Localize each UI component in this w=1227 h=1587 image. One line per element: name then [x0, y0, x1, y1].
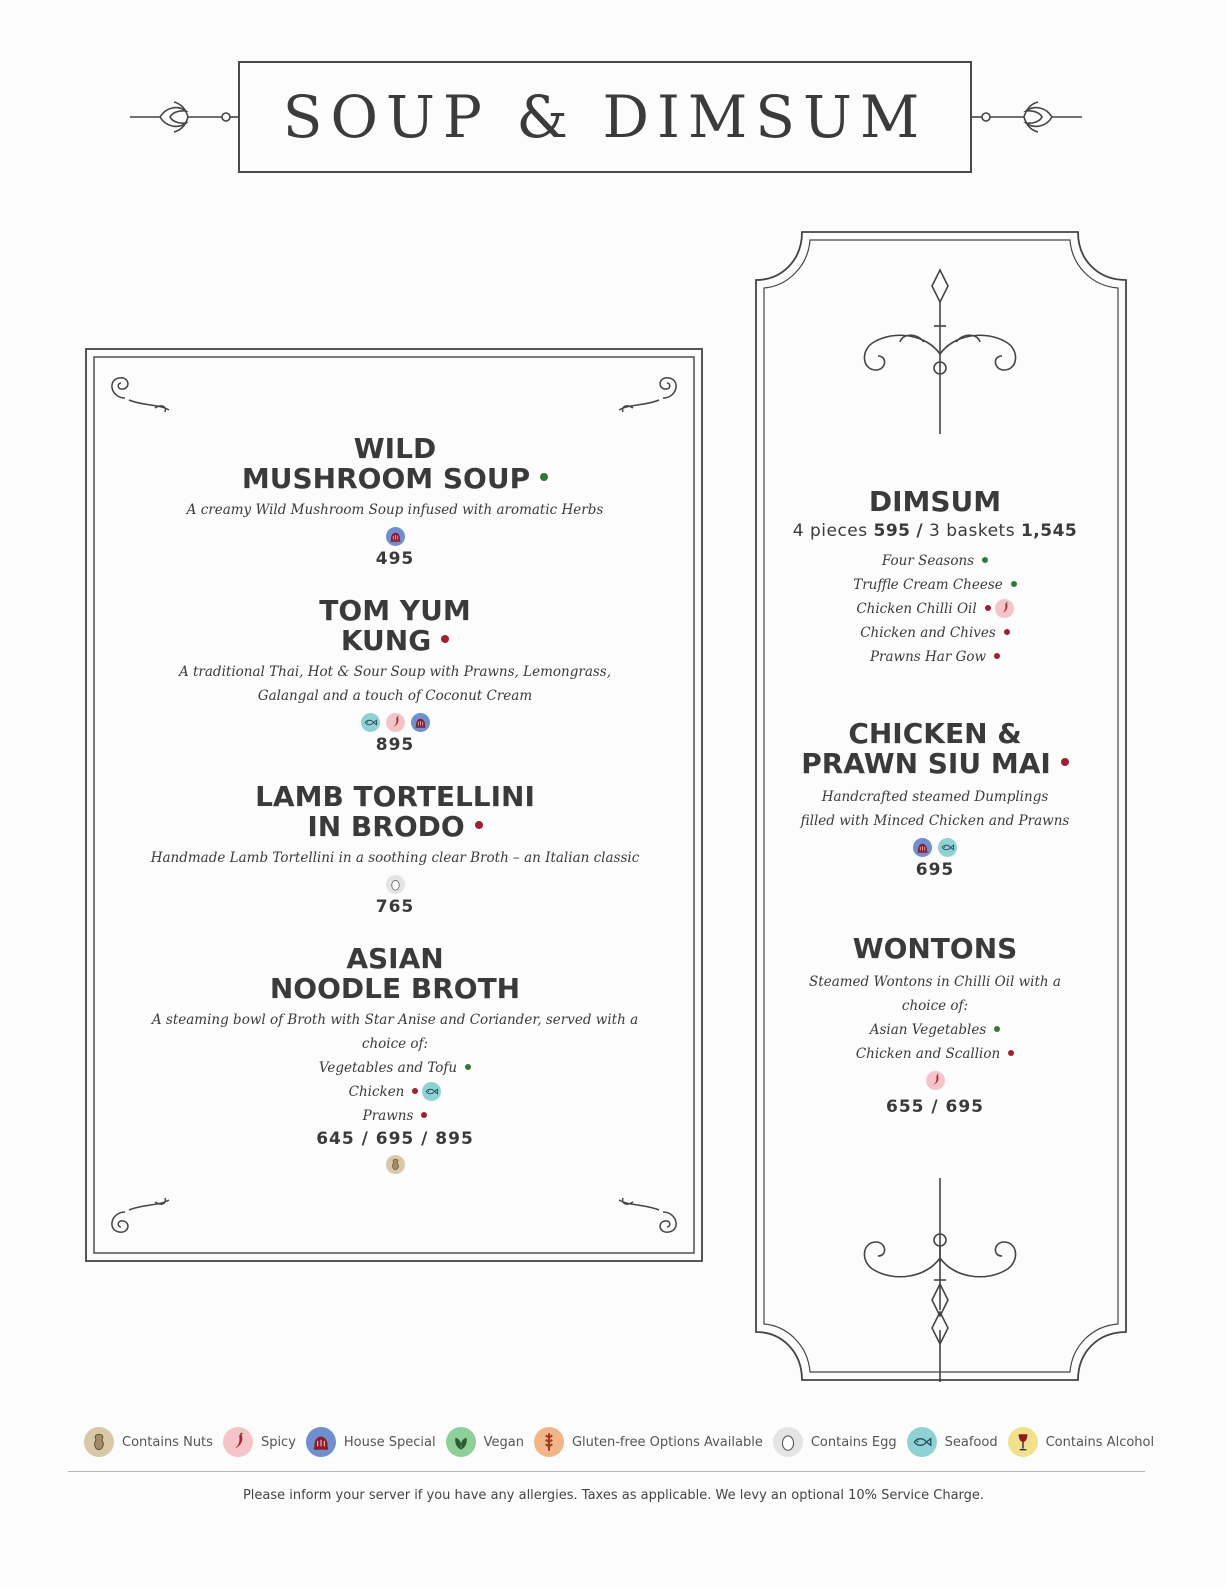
- nonveg-dot: [1008, 1050, 1014, 1056]
- egg-icon: [773, 1427, 803, 1457]
- dish-price: 495: [375, 549, 415, 569]
- seafood-icon: [938, 838, 957, 857]
- nonveg-dot: [1061, 758, 1069, 766]
- footer-divider: [68, 1471, 1145, 1472]
- nuts-icon: [84, 1427, 114, 1457]
- egg-icon: [386, 875, 405, 894]
- seafood-icon: [907, 1427, 937, 1457]
- gluten-free-icon: [534, 1427, 564, 1457]
- nonveg-dot: [441, 635, 449, 643]
- option-item: Chicken and Scallion: [768, 1042, 1102, 1066]
- legend-item-gluten-free: Gluten-free Options Available: [534, 1427, 763, 1457]
- option-item: Asian Vegetables: [768, 1018, 1102, 1042]
- footer-note: Please inform your server if you have any allergies. Taxes as applicable. We levy an optional 10% Service Charge.: [242, 1488, 985, 1503]
- option-item: Prawns: [95, 1104, 695, 1128]
- option-item: Truffle Cream Cheese: [768, 573, 1102, 597]
- option-item: Four Seasons: [768, 549, 1102, 573]
- legend-item-nuts: Contains Nuts: [84, 1427, 213, 1457]
- menu-item-dimsum: [768, 487, 1102, 669]
- dish-price: 695: [915, 860, 955, 880]
- dietary-legend: [84, 1424, 1155, 1460]
- dish-name: DIMSUM: [868, 485, 1002, 518]
- seafood-icon: [361, 713, 380, 732]
- option-item: Chicken: [95, 1080, 695, 1104]
- dish-name: ASIAN NOODLE BROTH: [269, 942, 521, 1005]
- house-special-icon: [306, 1427, 336, 1457]
- legend-item-seafood: Seafood: [907, 1427, 998, 1457]
- dish-icons: [95, 872, 695, 896]
- house-special-icon: [386, 527, 405, 546]
- option-item: Chicken and Chives: [768, 621, 1102, 645]
- alcohol-icon: [1008, 1427, 1038, 1457]
- menu-item-wild-mushroom-soup: [95, 434, 695, 570]
- seafood-icon: [422, 1082, 441, 1101]
- dish-price: 645 / 695 / 895: [316, 1129, 474, 1149]
- nonveg-dot: [421, 1112, 427, 1118]
- menu-item-chicken-prawn-siu-mai: [768, 719, 1102, 881]
- veg-dot: [994, 1026, 1000, 1032]
- dish-name: TOM YUM KUNG: [319, 594, 471, 657]
- nonveg-dot: [412, 1088, 418, 1094]
- nonveg-dot: [985, 605, 991, 611]
- dish-name: LAMB TORTELLINI IN BRODO: [255, 780, 535, 843]
- spicy-icon: [995, 599, 1014, 618]
- dish-description: Steamed Wontons in Chilli Oil with a choice of:: [809, 974, 1061, 1014]
- dish-price: 655 / 695: [885, 1097, 985, 1117]
- dish-name: WONTONS: [852, 932, 1018, 965]
- menu-item-asian-noodle-broth: [95, 944, 695, 1176]
- dish-icons: [95, 710, 695, 734]
- option-item: Chicken Chilli Oil: [768, 597, 1102, 621]
- menu-item-lamb-tortellini: [95, 782, 695, 918]
- spicy-icon: [926, 1071, 945, 1090]
- house-special-icon: [411, 713, 430, 732]
- page-title: SOUP & DIMSUM: [282, 83, 928, 151]
- dish-description: A traditional Thai, Hot & Sour Soup with Prawns, Lemongrass, Galangal and a touch of Coconut Cream: [178, 664, 612, 704]
- title-flourish-left: [128, 92, 240, 142]
- vegan-icon: [446, 1427, 476, 1457]
- dish-description: Handmade Lamb Tortellini in a soothing clear Broth – an Italian classic: [150, 850, 640, 866]
- legend-item-egg: Contains Egg: [773, 1427, 897, 1457]
- option-item: Vegetables and Tofu: [95, 1056, 695, 1080]
- dish-name: WILD MUSHROOM SOUP: [95, 434, 695, 494]
- spicy-icon: [386, 713, 405, 732]
- dish-icons: [95, 524, 695, 548]
- nonveg-dot: [1004, 629, 1010, 635]
- nonveg-dot: [475, 821, 483, 829]
- veg-dot: [1011, 581, 1017, 587]
- dish-description: Handcrafted steamed Dumplings filled with Minced Chicken and Prawns: [800, 789, 1070, 829]
- legend-item-vegan: Vegan: [446, 1427, 524, 1457]
- menu-item-wontons: [768, 934, 1102, 1118]
- dish-icons: [95, 1152, 695, 1176]
- legend-item-alcohol: Contains Alcohol: [1008, 1427, 1155, 1457]
- veg-dot: [540, 473, 548, 481]
- title-flourish-right: [972, 92, 1084, 142]
- dish-price: 895: [375, 735, 415, 755]
- nonveg-dot: [994, 653, 1000, 659]
- dish-icons: [768, 1068, 1102, 1092]
- dish-icons: [768, 835, 1102, 859]
- veg-dot: [465, 1064, 471, 1070]
- dish-description: A steaming bowl of Broth with Star Anise and Coriander, served with a choice of:: [151, 1012, 639, 1052]
- house-special-icon: [913, 838, 932, 857]
- menu-item-tom-yum-kung: [95, 596, 695, 756]
- option-item: Prawns Har Gow: [768, 645, 1102, 669]
- legend-item-house-special: House Special: [306, 1427, 436, 1457]
- nuts-icon: [386, 1155, 405, 1174]
- veg-dot: [982, 557, 988, 563]
- dish-description: A creamy Wild Mushroom Soup infused with aromatic Herbs: [186, 502, 604, 518]
- dish-name: CHICKEN & PRAWN SIU MAI: [768, 719, 1102, 779]
- legend-item-spicy: Spicy: [223, 1427, 296, 1457]
- dish-price: 765: [375, 897, 415, 917]
- spicy-icon: [223, 1427, 253, 1457]
- dimsum-pricing: 4 pieces 595 / 3 baskets 1,545: [792, 521, 1078, 541]
